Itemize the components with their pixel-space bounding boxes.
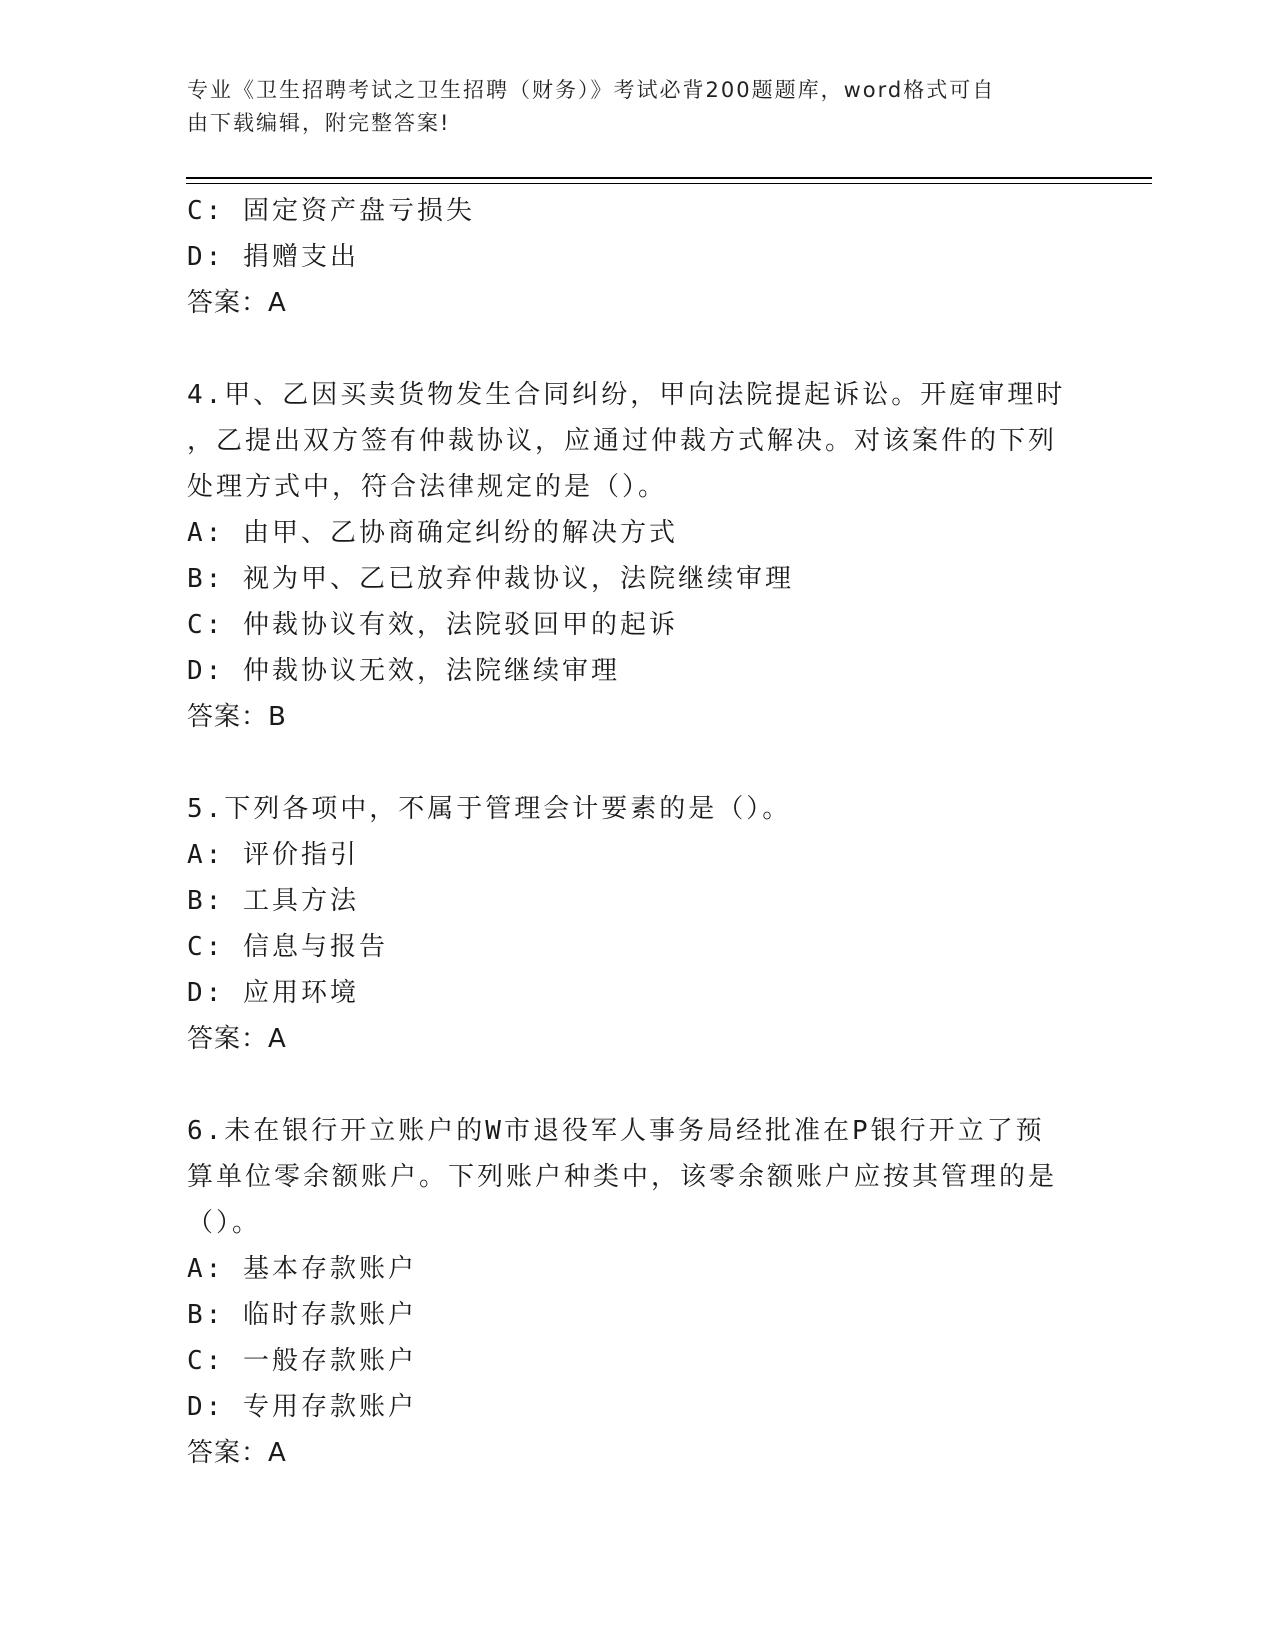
- option-d: D: 应用环境: [187, 978, 359, 1008]
- document-header: [187, 74, 1077, 140]
- question-6: [187, 1108, 1067, 1476]
- question-4: [187, 372, 1067, 740]
- question-5: [187, 786, 1067, 1062]
- question-stem: [187, 1108, 1067, 1246]
- option-d: D: 专用存款账户: [187, 1392, 417, 1422]
- option-a: A: 由甲、乙协商确定纠纷的解决方式: [187, 518, 678, 548]
- option-d: D: 仲裁协议无效，法院继续审理: [187, 656, 620, 686]
- option-b: B: 视为甲、乙已放弃仲裁协议，法院继续审理: [187, 564, 794, 594]
- answer-line: 答案：A: [187, 1024, 287, 1054]
- answer-line: 答案：A: [187, 1438, 287, 1468]
- option-c: C: 一般存款账户: [187, 1346, 417, 1376]
- answer-line: 答案：B: [187, 702, 287, 732]
- stem-line: 4.甲、乙因买卖货物发生合同纠纷，甲向法院提起诉讼。开庭审理时: [187, 380, 1066, 410]
- stem-line: 处理方式中，符合法律规定的是（）。: [187, 472, 668, 502]
- question-fragment: [187, 188, 1067, 326]
- header-line-1: 专业《卫生招聘考试之卫生招聘（财务）》考试必背200题题库，word格式可自: [187, 78, 996, 102]
- header-divider-thin: [186, 183, 1152, 184]
- option-b: B: 临时存款账户: [187, 1300, 417, 1330]
- option-a: A: 评价指引: [187, 840, 359, 870]
- stem-line: 6.未在银行开立账户的W市退役军人事务局经批准在P银行开立了预: [187, 1116, 1045, 1146]
- header-divider-thick: [186, 177, 1152, 179]
- option-c: C: 仲裁协议有效，法院驳回甲的起诉: [187, 610, 678, 640]
- header-line-2: 由下载编辑，附完整答案!: [187, 111, 451, 135]
- spacer: [187, 1062, 1067, 1108]
- stem-line: 5.下列各项中，不属于管理会计要素的是（）。: [187, 794, 792, 824]
- document-body: [187, 188, 1067, 1476]
- question-stem: [187, 786, 1067, 832]
- spacer: [187, 740, 1067, 786]
- option-c: C: 信息与报告: [187, 932, 388, 962]
- option-d: D: 捐赠支出: [187, 242, 359, 272]
- spacer: [187, 326, 1067, 372]
- question-stem: [187, 372, 1067, 510]
- stem-line: ，乙提出双方签有仲裁协议，应通过仲裁方式解决。对该案件的下列: [187, 426, 1058, 456]
- stem-line: 算单位零余额账户。下列账户种类中，该零余额账户应按其管理的是: [187, 1162, 1058, 1192]
- option-b: B: 工具方法: [187, 886, 359, 916]
- option-a: A: 基本存款账户: [187, 1254, 417, 1284]
- option-c: C: 固定资产盘亏损失: [187, 196, 475, 226]
- answer-line: 答案：A: [187, 288, 287, 318]
- stem-line: （）。: [187, 1208, 262, 1238]
